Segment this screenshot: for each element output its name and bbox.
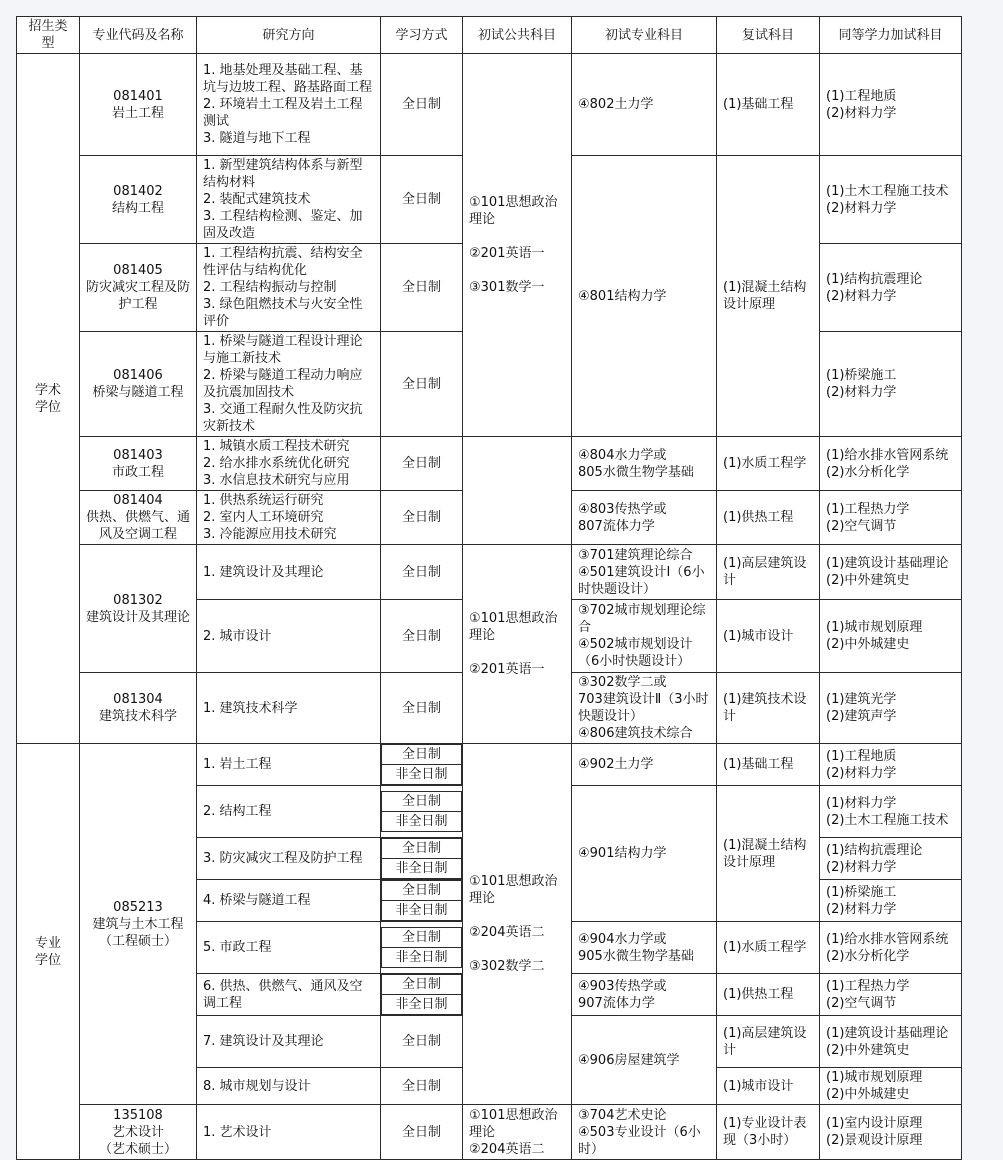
- program-directions: 7. 建筑设计及其理论: [197, 1016, 381, 1068]
- prof-subject: ④903传热学或 907流体力学: [572, 974, 717, 1016]
- study-mode: [381, 880, 463, 922]
- header-type: 招生类型: [17, 17, 80, 54]
- extra-subjects: (1)给水排水管网系统 (2)水分析化学: [820, 922, 962, 974]
- prof-subject: ④802土力学: [572, 54, 717, 156]
- retest-subject: (1)供热工程: [717, 974, 820, 1016]
- mode-part-time: 非全日制: [382, 765, 462, 785]
- extra-subjects: (1)给水排水管网系统 (2)水分析化学: [820, 437, 962, 491]
- public-subjects-arch: ①101思想政治理论 ②201英语一: [463, 545, 572, 744]
- study-mode: [381, 786, 463, 838]
- extra-subjects: (1)城市规划原理 (2)中外城建史: [820, 1068, 962, 1105]
- extra-subjects: (1)城市规划原理 (2)中外城建史: [820, 600, 962, 673]
- program-directions: 1. 建筑技术科学: [197, 673, 381, 744]
- retest-subject: (1)水质工程学: [717, 922, 820, 974]
- program-code-name: 081304 建筑技术科学: [80, 673, 197, 744]
- program-directions: 6. 供热、供燃气、通风及空调工程: [197, 974, 381, 1016]
- extra-subjects: (1)建筑设计基础理论 (2)中外建筑史: [820, 545, 962, 600]
- mode-part-time: 非全日制: [382, 995, 462, 1015]
- header-code-name: 专业代码及名称: [80, 17, 197, 54]
- program-directions: 1. 艺术设计: [197, 1105, 381, 1160]
- extra-subjects: (1)建筑设计基础理论 (2)中外建筑史: [820, 1016, 962, 1068]
- retest-subject: (1)城市设计: [717, 1068, 820, 1105]
- prof-subject-structural: ④901结构力学: [572, 786, 717, 922]
- extra-subjects: (1)工程地质 (2)材料力学: [820, 54, 962, 156]
- program-directions: 2. 结构工程: [197, 786, 381, 838]
- extra-subjects: (1)工程热力学 (2)空气调节: [820, 974, 962, 1016]
- retest-subject: (1)城市设计: [717, 600, 820, 673]
- extra-subjects: (1)结构抗震理论 (2)材料力学: [820, 838, 962, 880]
- table-row: [17, 54, 962, 156]
- prof-subject: ④804水力学或 805水微生物学基础: [572, 437, 717, 491]
- type-academic: 学术 学位: [17, 54, 80, 744]
- retest-subject: (1)专业设计表现（3小时）: [717, 1105, 820, 1160]
- prof-subject: ③704艺术史论 ④503专业设计（6小时）: [572, 1105, 717, 1160]
- prof-subject: ③702城市规划理论综合 ④502城市规划设计（6小时快题设计）: [572, 600, 717, 673]
- study-mode: 全日制: [381, 437, 463, 491]
- prof-subject: ④803传热学或 807流体力学: [572, 491, 717, 545]
- prof-subject: ④904水力学或 905水微生物学基础: [572, 922, 717, 974]
- program-code-name: 081402 结构工程: [80, 156, 197, 244]
- study-mode: 全日制: [381, 491, 463, 545]
- program-directions: 5. 市政工程: [197, 922, 381, 974]
- prof-subject: ③701建筑理论综合 ④501建筑设计Ⅰ（6小时快题设计）: [572, 545, 717, 600]
- mode-part-time: 非全日制: [382, 948, 462, 968]
- prof-subject-arch: ④906房屋建筑学: [572, 1016, 717, 1105]
- header-prof-subjects: 初试专业科目: [572, 17, 717, 54]
- program-code-name: 081405 防灾减灾工程及防护工程: [80, 244, 197, 332]
- retest-subject: (1)水质工程学: [717, 437, 820, 491]
- header-direction: 研究方向: [197, 17, 381, 54]
- program-directions: 1. 新型建筑结构体系与新型结构材料 2. 装配式建筑技术 3. 工程结构检测、鉴定、加固及改造: [197, 156, 381, 244]
- mode-full-time: 全日制: [382, 881, 462, 901]
- program-directions: 1. 供热系统运行研究 2. 室内人工环境研究 3. 冷能源应用技术研究: [197, 491, 381, 545]
- extra-subjects: (1)桥梁施工 (2)材料力学: [820, 880, 962, 922]
- extra-subjects: (1)建筑光学 (2)建筑声学: [820, 673, 962, 744]
- retest-subject: (1)高层建筑设计: [717, 1016, 820, 1068]
- program-directions: 1. 桥梁与隧道工程设计理论与施工新技术 2. 桥梁与隧道工程动力响应及抗震加固技术 3. 交通工程耐久性及防灾抗灾新技术: [197, 332, 381, 437]
- program-code-name: 085213 建筑与土木工程 （工程硕士）: [80, 744, 197, 1105]
- mode-full-time: 全日制: [382, 792, 462, 812]
- program-directions: 4. 桥梁与隧道工程: [197, 880, 381, 922]
- study-mode: 全日制: [381, 244, 463, 332]
- study-mode: [381, 838, 463, 880]
- table-row: [17, 545, 962, 600]
- program-directions: 1. 工程结构抗震、结构安全性评估与结构优化 2. 工程结构振动与控制 3. 绿色阻燃技术与火安全性评价: [197, 244, 381, 332]
- header-extra: 同等学力加试科目: [820, 17, 962, 54]
- program-code-name: 081302 建筑设计及其理论: [80, 545, 197, 673]
- public-subjects-civil: ①101思想政治理论 ②201英语一 ③301数学一: [463, 54, 572, 437]
- program-directions: 8. 城市规划与设计: [197, 1068, 381, 1105]
- retest-subject: (1)高层建筑设计: [717, 545, 820, 600]
- header-row: [17, 17, 962, 54]
- table-row: [17, 437, 962, 491]
- admissions-table: [16, 16, 962, 1160]
- header-public-subjects: 初试公共科目: [463, 17, 572, 54]
- program-code-name: 081404 供热、供燃气、通风及空调工程: [80, 491, 197, 545]
- mode-full-time: 全日制: [382, 975, 462, 995]
- study-mode: 全日制: [381, 332, 463, 437]
- program-directions: 1. 岩土工程: [197, 744, 381, 786]
- study-mode: [381, 922, 463, 974]
- mode-full-time: 全日制: [382, 745, 462, 765]
- type-professional: 专业 学位: [17, 744, 80, 1160]
- retest-subject: (1)基础工程: [717, 744, 820, 786]
- retest-subject: (1)供热工程: [717, 491, 820, 545]
- public-subjects-art: ①101思想政治理论 ②204英语二: [463, 1105, 572, 1160]
- study-mode: 全日制: [381, 1016, 463, 1068]
- program-directions: 1. 建筑设计及其理论: [197, 545, 381, 600]
- public-subjects-blank: [463, 437, 572, 545]
- retest-subject-structural: (1)混凝土结构设计原理: [717, 786, 820, 922]
- study-mode: 全日制: [381, 673, 463, 744]
- extra-subjects: (1)室内设计原理 (2)景观设计原理: [820, 1105, 962, 1160]
- retest-subject-structural: (1)混凝土结构设计原理: [717, 156, 820, 437]
- extra-subjects: (1)结构抗震理论 (2)材料力学: [820, 244, 962, 332]
- mode-part-time: 非全日制: [382, 859, 462, 879]
- mode-part-time: 非全日制: [382, 901, 462, 921]
- study-mode: [381, 744, 463, 786]
- program-directions: 1. 城镇水质工程技术研究 2. 给水排水系统优化研究 3. 水信息技术研究与应用: [197, 437, 381, 491]
- study-mode: 全日制: [381, 1068, 463, 1105]
- study-mode: 全日制: [381, 1105, 463, 1160]
- program-code-name: 081401 岩土工程: [80, 54, 197, 156]
- study-mode: [381, 974, 463, 1016]
- header-retest: 复试科目: [717, 17, 820, 54]
- table-row: [17, 744, 962, 786]
- prof-subject-structural: ④801结构力学: [572, 156, 717, 437]
- study-mode: 全日制: [381, 545, 463, 600]
- mode-part-time: 非全日制: [382, 812, 462, 832]
- mode-full-time: 全日制: [382, 928, 462, 948]
- table-row: [17, 1105, 962, 1160]
- retest-subject: (1)基础工程: [717, 54, 820, 156]
- program-directions: 1. 地基处理及基础工程、基坑与边坡工程、路基路面工程 2. 环境岩土工程及岩土工程测试 3. 隧道与地下工程: [197, 54, 381, 156]
- header-mode: 学习方式: [381, 17, 463, 54]
- extra-subjects: (1)材料力学 (2)土木工程施工技术: [820, 786, 962, 838]
- extra-subjects: (1)桥梁施工 (2)材料力学: [820, 332, 962, 437]
- retest-subject: (1)建筑技术设计: [717, 673, 820, 744]
- prof-subject: ③302数学二或 703建筑设计Ⅱ（3小时快题设计） ④806建筑技术综合: [572, 673, 717, 744]
- program-directions: 2. 城市设计: [197, 600, 381, 673]
- extra-subjects: (1)土木工程施工技术 (2)材料力学: [820, 156, 962, 244]
- study-mode: 全日制: [381, 600, 463, 673]
- program-code-name: 081406 桥梁与隧道工程: [80, 332, 197, 437]
- public-subjects-pro: ①101思想政治理论 ②204英语二 ③302数学二: [463, 744, 572, 1105]
- extra-subjects: (1)工程热力学 (2)空气调节: [820, 491, 962, 545]
- program-code-name: 081403 市政工程: [80, 437, 197, 491]
- extra-subjects: (1)工程地质 (2)材料力学: [820, 744, 962, 786]
- study-mode: 全日制: [381, 54, 463, 156]
- program-directions: 3. 防灾减灾工程及防护工程: [197, 838, 381, 880]
- program-code-name: 135108 艺术设计 （艺术硕士）: [80, 1105, 197, 1160]
- study-mode: 全日制: [381, 156, 463, 244]
- mode-full-time: 全日制: [382, 839, 462, 859]
- prof-subject: ④902土力学: [572, 744, 717, 786]
